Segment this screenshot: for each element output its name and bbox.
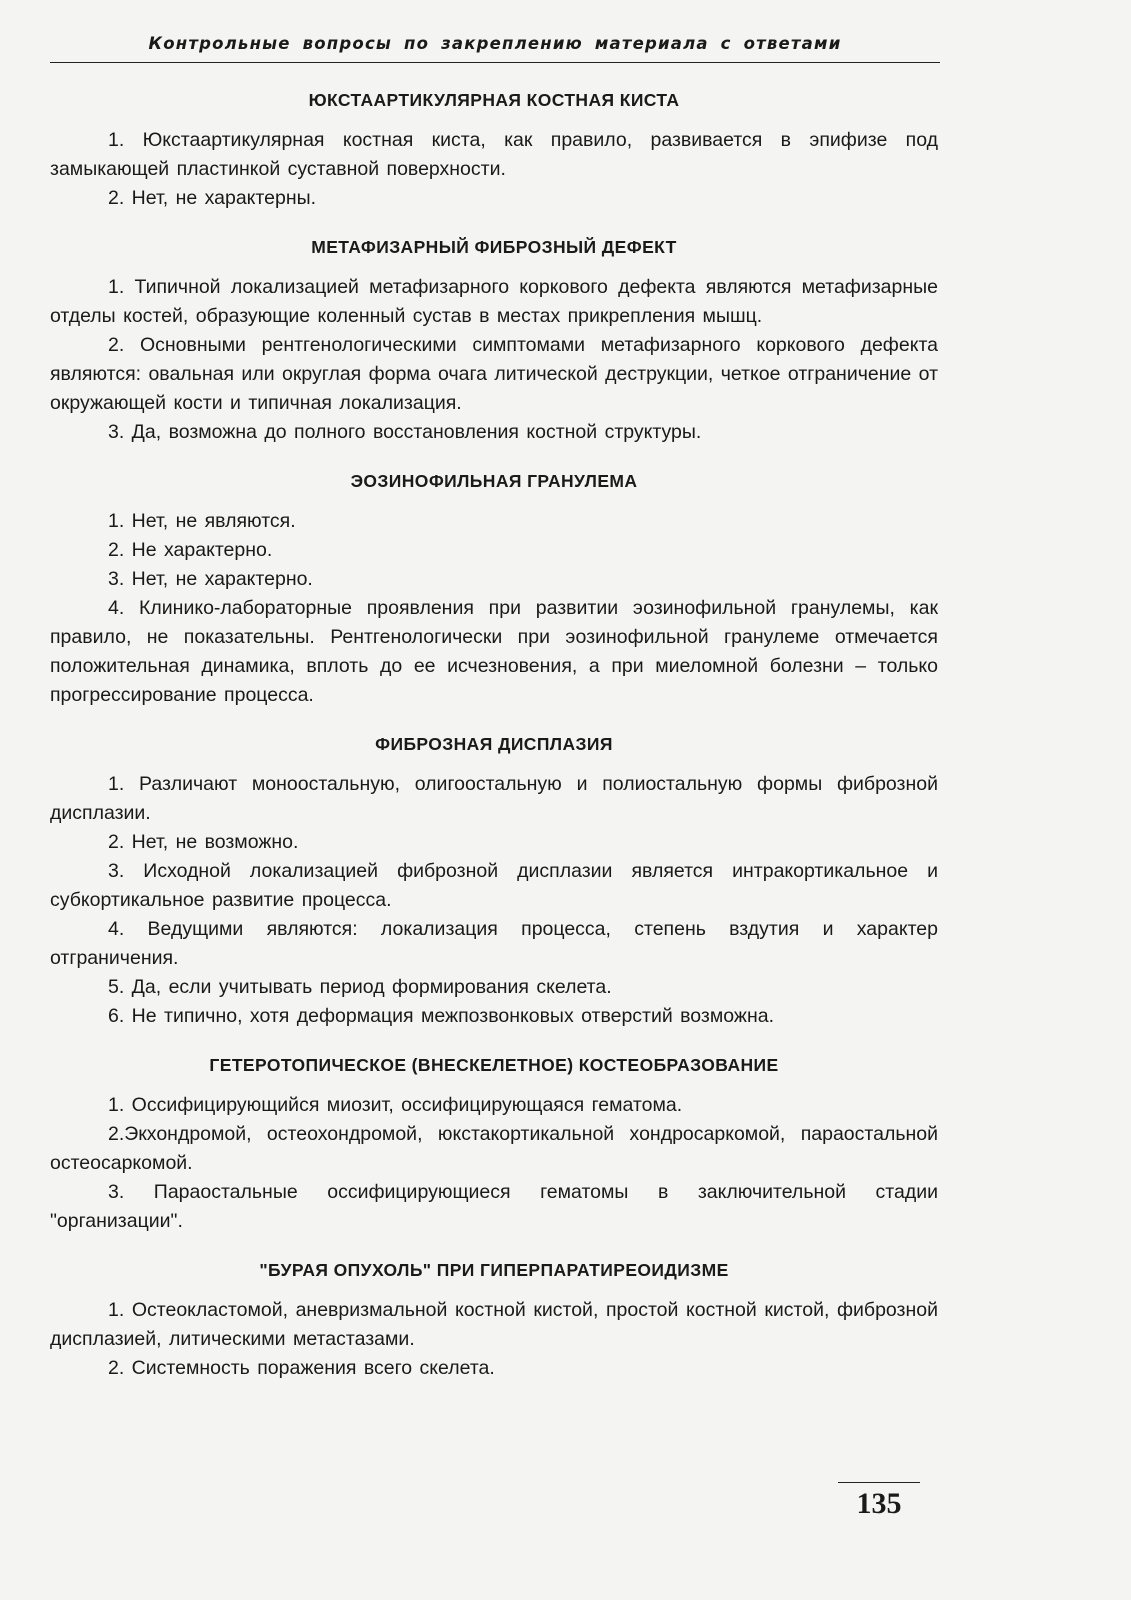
- answer-paragraph: 2. Не характерно.: [108, 539, 273, 561]
- answer-paragraph: 3. Да, возможна до полного восстановления костной структуры.: [108, 421, 702, 443]
- answer-paragraph: 1. Различают моноостальную, олигоостальную и полиостальную формы фиброзной дисплазии.: [50, 773, 938, 824]
- answer-paragraph: 3. Исходной локализацией фиброзной дисплазии является интракортикальное и субкортикальное развитие процесса.: [50, 860, 938, 911]
- footer-rule: [838, 1482, 920, 1483]
- section-title: ГЕТЕРОТОПИЧЕСКОЕ (ВНЕСКЕЛЕТНОЕ) КОСТЕОБРАЗОВАНИЕ: [209, 1055, 779, 1075]
- answer-paragraph: 4. Клинико-лабораторные проявления при развитии эозинофильной гранулемы, как правило, не показательны. Рентгенологически при эозинофильной гранулеме отмечается положительная динамика, вплоть до ее исчезновения, а при миеломной болезни – только прогрессирование процесса.: [50, 597, 938, 706]
- answer-paragraph: 3. Параостальные оссифицирующиеся гематомы в заключительной стадии "организации".: [50, 1181, 938, 1232]
- section-title: МЕТАФИЗАРНЫЙ ФИБРОЗНЫЙ ДЕФЕКТ: [311, 237, 677, 257]
- answer-paragraph: 1. Типичной локализацией метафизарного коркового дефекта являются метафизарные отделы костей, образующие коленный сустав в местах прикрепления мышц.: [50, 276, 938, 327]
- page-number: 135: [856, 1487, 902, 1520]
- answer-paragraph: 2. Нет, не возможно.: [108, 831, 299, 853]
- answer-paragraph: 2. Основными рентгенологическими симптомами метафизарного коркового дефекта являются: овальная или округлая форма очага литической деструкции, четкое отграничение от окружающей кости и типичная локализация.: [50, 334, 938, 414]
- section-title: ЭОЗИНОФИЛЬНАЯ ГРАНУЛЕМА: [350, 471, 638, 491]
- section-metaphyseal-fibrous-defect: [50, 235, 938, 447]
- answer-paragraph: 5. Да, если учитывать период формирования скелета.: [108, 976, 612, 998]
- section-title: ЮКСТААРТИКУЛЯРНАЯ КОСТНАЯ КИСТА: [308, 90, 680, 110]
- answer-paragraph: 1. Остеокластомой, аневризмальной костной кистой, простой костной кистой, фиброзной дисплазией, литическими метастазами.: [50, 1299, 938, 1350]
- answer-paragraph: 2.Экхондромой, остеохондромой, юкстакортикальной хондросаркомой, параостальной остеосаркомой.: [50, 1123, 938, 1174]
- section-title: "БУРАЯ ОПУХОЛЬ" ПРИ ГИПЕРПАРАТИРЕОИДИЗМЕ: [259, 1260, 729, 1280]
- answer-paragraph: 3. Нет, не характерно.: [108, 568, 313, 590]
- answer-paragraph: 2. Системность поражения всего скелета.: [108, 1357, 495, 1379]
- answer-paragraph: 1. Юкстаартикулярная костная киста, как правило, развивается в эпифизе под замыкающей пластинкой суставной поверхности.: [50, 129, 938, 180]
- section-juxtaarticular-cyst: [50, 88, 938, 213]
- section-brown-tumor: [50, 1258, 938, 1383]
- section-title: ФИБРОЗНАЯ ДИСПЛАЗИЯ: [375, 734, 613, 754]
- section-fibrous-dysplasia: [50, 732, 938, 1031]
- answer-paragraph: 1. Нет, не являются.: [108, 510, 296, 532]
- answer-paragraph: 2. Нет, не характерны.: [108, 187, 317, 209]
- header-rule: [50, 62, 940, 63]
- answer-paragraph: 6. Не типично, хотя деформация межпозвонковых отверстий возможна.: [108, 1005, 774, 1027]
- section-heterotopic-ossification: [50, 1053, 938, 1236]
- page-content: [50, 88, 938, 1405]
- section-eosinophilic-granuloma: [50, 469, 938, 710]
- running-header: Контрольные вопросы по закреплению материала с ответами: [148, 34, 842, 53]
- answer-paragraph: 1. Оссифицирующийся миозит, оссифицирующаяся гематома.: [108, 1094, 683, 1116]
- answer-paragraph: 4. Ведущими являются: локализация процесса, степень вздутия и характер отграничения.: [50, 918, 938, 969]
